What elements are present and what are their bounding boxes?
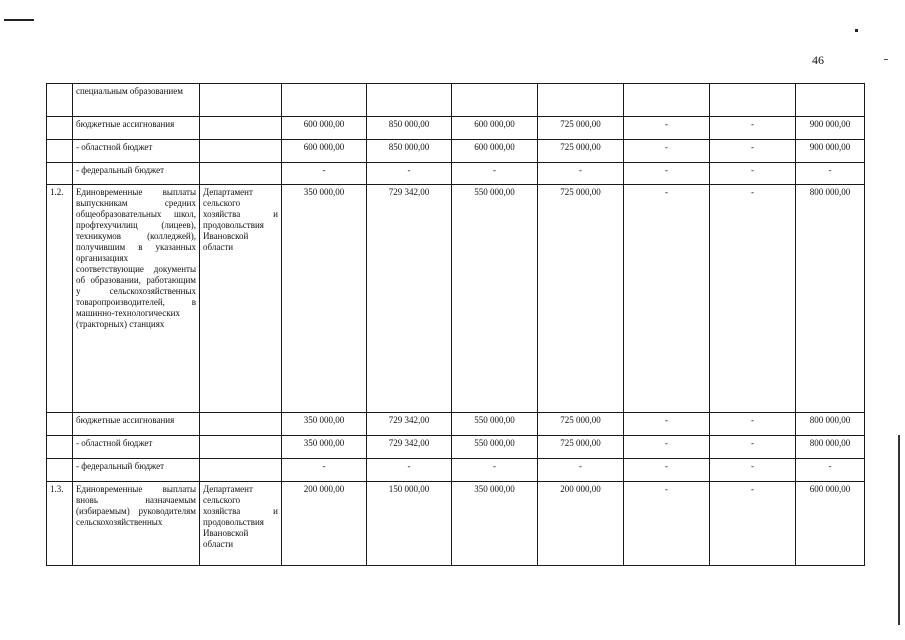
item-name-cell: - областной бюджет [73, 140, 200, 163]
value-cell: - [624, 413, 710, 436]
value-cell: - [710, 140, 796, 163]
value-cell: - [710, 482, 796, 566]
table-row [47, 459, 865, 482]
value-cell: - [538, 163, 624, 185]
value-cell: 550 000,00 [452, 413, 538, 436]
value-cell: 200 000,00 [538, 482, 624, 566]
value-cell: - [710, 436, 796, 459]
value-cell: 900 000,00 [796, 140, 865, 163]
item-number-cell: 1.3. [47, 482, 73, 566]
item-name-cell: - областной бюджет [73, 436, 200, 459]
value-cell: - [452, 459, 538, 482]
scan-artifact-dot [855, 29, 858, 32]
value-cell: - [282, 163, 367, 185]
executor-cell [200, 436, 282, 459]
value-cell: 729 342,00 [367, 185, 452, 413]
value-cell [282, 84, 367, 117]
value-cell [538, 84, 624, 117]
executor-cell [200, 413, 282, 436]
item-number-cell [47, 436, 73, 459]
item-name-cell: Единовременные выплаты вновь назначаемым (избираемым) руководителям сельскохозяйственных [73, 482, 200, 566]
value-cell: - [796, 459, 865, 482]
value-cell: 600 000,00 [282, 140, 367, 163]
item-number-cell [47, 140, 73, 163]
value-cell: 729 342,00 [367, 436, 452, 459]
table-row [47, 117, 865, 140]
scan-artifact-dash [884, 59, 888, 60]
value-cell: 800 000,00 [796, 185, 865, 413]
value-cell: - [624, 436, 710, 459]
value-cell: - [710, 185, 796, 413]
value-cell: - [624, 163, 710, 185]
item-name-cell: Единовременные выплаты выпускникам средних общеобразовательных школ, профтехучилищ (лицеев), техникумов (колледжей), получившим в указанных организациях соответствующие документы об образовании, работающим у сельскохозяйственных товаропроизводителей, в машинно-технологических (тракторных) станциях [73, 185, 200, 413]
table-row [47, 413, 865, 436]
value-cell: - [624, 482, 710, 566]
value-cell: 725 000,00 [538, 140, 624, 163]
item-number-cell [47, 163, 73, 185]
scan-artifact-edge [898, 435, 900, 625]
item-name-cell: бюджетные ассигнования [73, 413, 200, 436]
value-cell [796, 84, 865, 117]
value-cell: 800 000,00 [796, 413, 865, 436]
item-number-cell [47, 459, 73, 482]
executor-cell [200, 163, 282, 185]
executor-cell [200, 140, 282, 163]
executor-cell [200, 84, 282, 117]
page-number: 46 [812, 53, 824, 67]
value-cell: 725 000,00 [538, 185, 624, 413]
value-cell: 600 000,00 [282, 117, 367, 140]
executor-cell: Департамент сельского хозяйства и продовольствия Ивановской области [200, 185, 282, 413]
table-row [47, 140, 865, 163]
value-cell: 150 000,00 [367, 482, 452, 566]
table-row [47, 185, 865, 413]
item-name-cell: - федеральный бюджет [73, 459, 200, 482]
value-cell: 800 000,00 [796, 436, 865, 459]
value-cell: 900 000,00 [796, 117, 865, 140]
value-cell: - [710, 459, 796, 482]
executor-cell [200, 459, 282, 482]
value-cell: - [624, 185, 710, 413]
executor-cell: Департамент сельского хозяйства и продовольствия Ивановской области [200, 482, 282, 566]
item-number-cell [47, 117, 73, 140]
value-cell: - [452, 163, 538, 185]
value-cell: 350 000,00 [282, 436, 367, 459]
scan-artifact-mark [4, 19, 34, 21]
value-cell: 200 000,00 [282, 482, 367, 566]
item-number-cell [47, 413, 73, 436]
value-cell: 725 000,00 [538, 436, 624, 459]
value-cell [367, 84, 452, 117]
value-cell [624, 84, 710, 117]
item-number-cell [47, 84, 73, 117]
item-name-cell: - федеральный бюджет [73, 163, 200, 185]
value-cell: 725 000,00 [538, 117, 624, 140]
value-cell: - [367, 163, 452, 185]
value-cell: 550 000,00 [452, 436, 538, 459]
value-cell: 350 000,00 [452, 482, 538, 566]
value-cell: 350 000,00 [282, 185, 367, 413]
item-number-cell: 1.2. [47, 185, 73, 413]
value-cell: 350 000,00 [282, 413, 367, 436]
value-cell: 729 342,00 [367, 413, 452, 436]
item-name-cell: бюджетные ассигнования [73, 117, 200, 140]
value-cell [452, 84, 538, 117]
table-row [47, 436, 865, 459]
value-cell: - [624, 459, 710, 482]
value-cell: 600 000,00 [452, 117, 538, 140]
value-cell: 725 000,00 [538, 413, 624, 436]
value-cell: - [796, 163, 865, 185]
table-row [47, 84, 865, 117]
value-cell: - [710, 117, 796, 140]
table-row [47, 163, 865, 185]
value-cell: - [710, 163, 796, 185]
value-cell: - [367, 459, 452, 482]
value-cell: 850 000,00 [367, 140, 452, 163]
item-name-cell: специальным образованием [73, 84, 200, 117]
value-cell: 600 000,00 [796, 482, 865, 566]
value-cell: 850 000,00 [367, 117, 452, 140]
executor-cell [200, 117, 282, 140]
value-cell [710, 84, 796, 117]
value-cell: 550 000,00 [452, 185, 538, 413]
table-row [47, 482, 865, 566]
value-cell: 600 000,00 [452, 140, 538, 163]
value-cell: - [538, 459, 624, 482]
value-cell: - [624, 140, 710, 163]
budget-table [46, 83, 865, 566]
value-cell: - [624, 117, 710, 140]
value-cell: - [282, 459, 367, 482]
value-cell: - [710, 413, 796, 436]
